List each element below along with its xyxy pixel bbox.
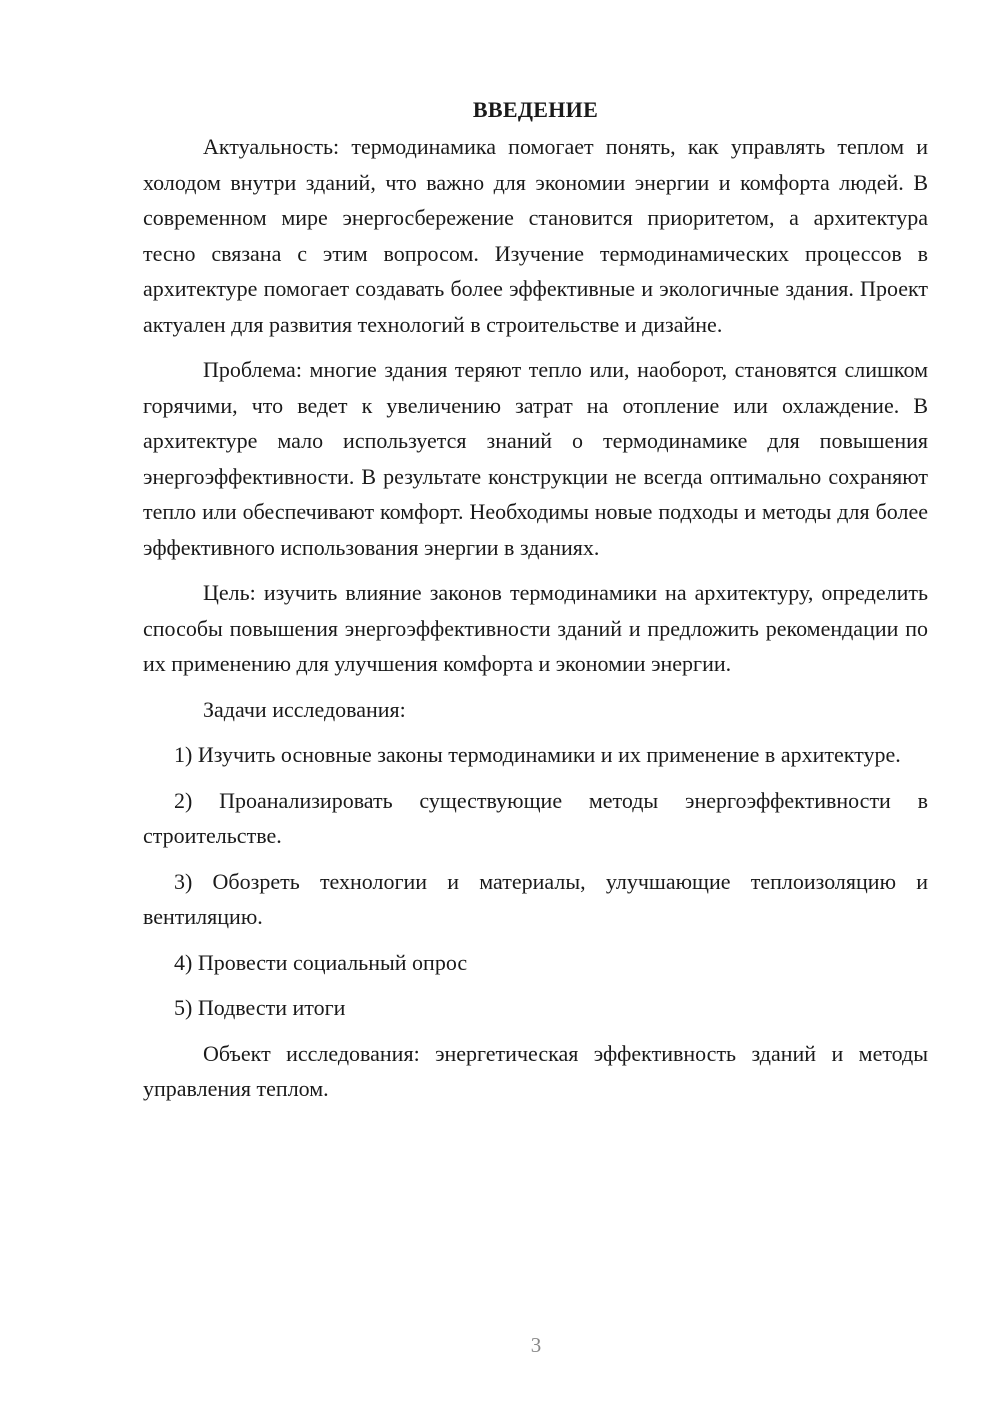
page-content xyxy=(143,92,928,1117)
relevance-paragraph: Актуальность: термодинамика помогает понять, как управлять теплом и холодом внутри зданий, что важно для экономии энергии и комфорта людей. В современном мире энергосбережение становится приоритетом, а архитектура тесно связана с этим вопросом. Изучение термодинамических процессов в архитектуре помогает создавать более эффективные и экологичные здания. Проект актуален для развития технологий в строительстве и дизайне. xyxy=(143,134,928,337)
task-item-2: 2) Проанализировать существующие методы энергоэффективности в строительстве. xyxy=(143,787,928,848)
goal-paragraph: Цель: изучить влияние законов термодинамики на архитектуру, определить способы повышения энергоэффективности зданий и предложить рекомендации по их применению для улучшения комфорта и экономии энергии. xyxy=(143,580,928,676)
page-number: 3 xyxy=(530,1333,542,1357)
task-item-3: 3) Обозреть технологии и материалы, улучшающие теплоизоляцию и вентиляцию. xyxy=(143,868,928,929)
task-item-1: 1) Изучить основные законы термодинамики и их применение в архитектуре. xyxy=(174,742,901,767)
section-title: ВВЕДЕНИЕ xyxy=(472,97,599,122)
object-paragraph: Объект исследования: энергетическая эффективность зданий и методы управления теплом. xyxy=(143,1040,928,1101)
task-item-5: 5) Подвести итоги xyxy=(174,995,346,1020)
task-item-4: 4) Провести социальный опрос xyxy=(174,949,468,975)
problem-paragraph: Проблема: многие здания теряют тепло или, наоборот, становятся слишком горячими, что ведет к увеличению затрат на отопление или охлаждение. В архитектуре мало используется знаний о термодинамике для повышения энергоэффективности. В результате конструкции не всегда оптимально сохраняют тепло или обеспечивают комфорт. Необходимы новые подходы и методы для более эффективного использования энергии в зданиях. xyxy=(143,357,928,560)
tasks-heading: Задачи исследования: xyxy=(203,696,406,722)
